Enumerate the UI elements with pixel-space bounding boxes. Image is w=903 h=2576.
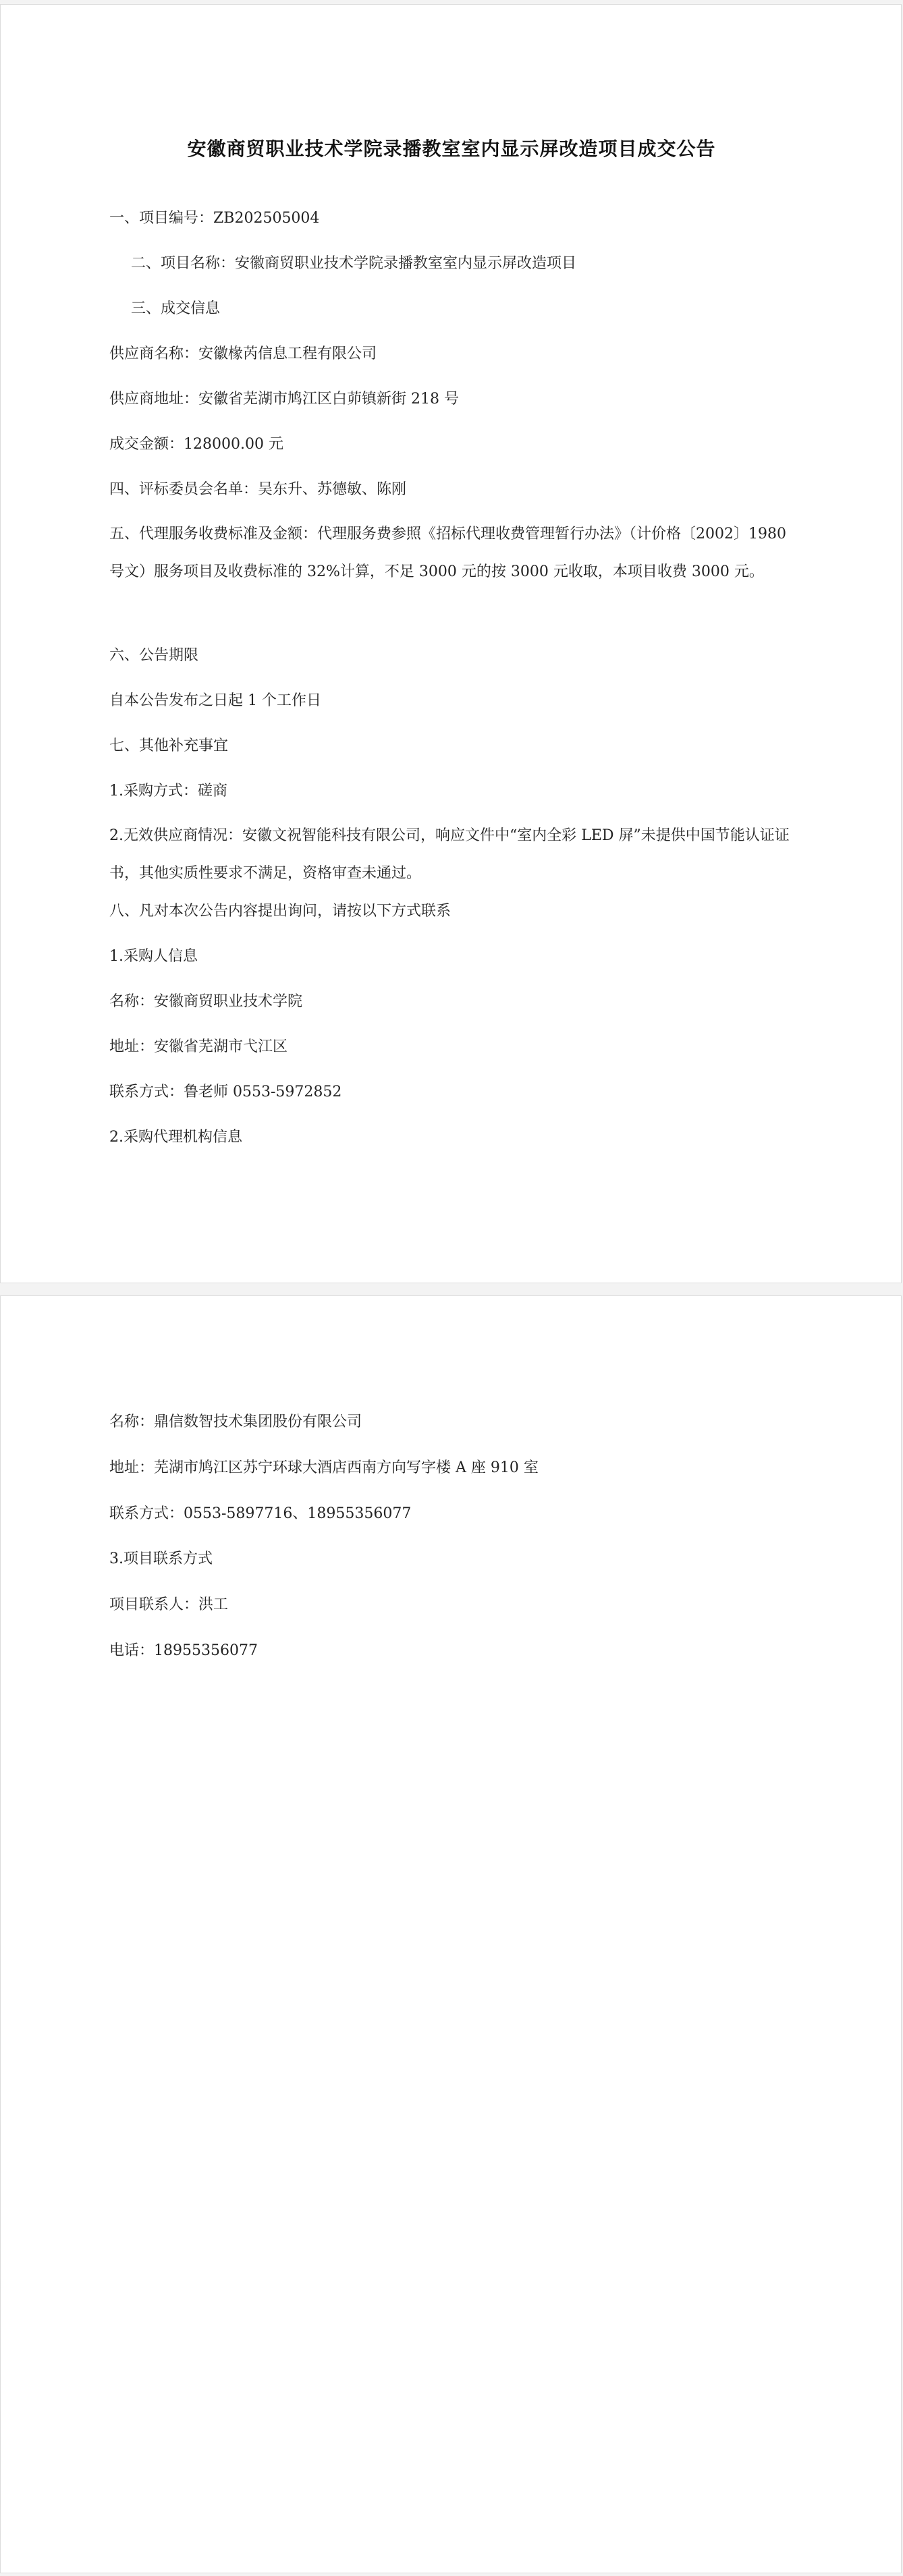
project-name: 二、项目名称：安徽商贸职业技术学院录播教室室内显示屏改造项目 [131, 255, 577, 272]
notice-period-value: 自本公告发布之日起 1 个工作日 [109, 692, 321, 709]
purchaser-heading: 1.采购人信息 [109, 948, 198, 965]
document-page-1 [0, 4, 902, 1283]
procurement-method: 1.采购方式：磋商 [109, 783, 227, 800]
supplier-address: 供应商地址：安徽省芜湖市鸠江区白茆镇新街 218 号 [109, 391, 459, 408]
other-matters-heading: 七、其他补充事宜 [109, 737, 229, 754]
document-page-2 [0, 1295, 902, 2573]
project-contact-person: 项目联系人：洪工 [109, 1596, 229, 1613]
notice-period-heading: 六、公告期限 [109, 647, 199, 664]
agency-contact: 联系方式：0553-5897716、18955356077 [109, 1505, 412, 1522]
committee-list: 四、评标委员会名单：吴东升、苏德敏、陈刚 [109, 481, 407, 498]
agency-name: 名称：鼎信数智技术集团股份有限公司 [109, 1413, 362, 1430]
invalid-supplier-paragraph: 2.无效供应商情况：安徽文祝智能科技有限公司，响应文件中“室内全彩 LED 屏”未提供中国节能认证证书，其他实质性要求不满足，资格审查未通过。 [109, 827, 790, 882]
agency-address: 地址：芜湖市鸠江区苏宁环球大酒店西南方向写字楼 A 座 910 室 [109, 1459, 539, 1476]
deal-info-heading: 三、成交信息 [131, 300, 221, 317]
project-phone: 电话：18955356077 [109, 1642, 258, 1659]
document-title: 安徽商贸职业技术学院录播教室室内显示屏改造项目成交公告 [187, 138, 716, 160]
purchaser-name: 名称：安徽商贸职业技术学院 [109, 993, 303, 1010]
project-contact-heading: 3.项目联系方式 [109, 1550, 213, 1567]
contact-heading: 八、凡对本次公告内容提出询问，请按以下方式联系 [109, 903, 451, 920]
supplier-name: 供应商名称：安徽椽芮信息工程有限公司 [109, 345, 377, 362]
project-number: 一、项目编号：ZB202505004 [109, 210, 320, 227]
deal-amount: 成交金额：128000.00 元 [109, 436, 283, 453]
purchaser-contact: 联系方式：鲁老师 0553-5972852 [109, 1084, 342, 1100]
agency-fee-paragraph: 五、代理服务收费标准及金额：代理服务费参照《招标代理收费管理暂行办法》（计价格〔2002〕1980 号文）服务项目及收费标准的 32%计算，不足 3000 元的按 3000 元收取，本项目收费 3000 元。 [109, 526, 786, 580]
purchaser-address: 地址：安徽省芜湖市弋江区 [109, 1038, 288, 1055]
agency-heading: 2.采购代理机构信息 [109, 1129, 242, 1146]
